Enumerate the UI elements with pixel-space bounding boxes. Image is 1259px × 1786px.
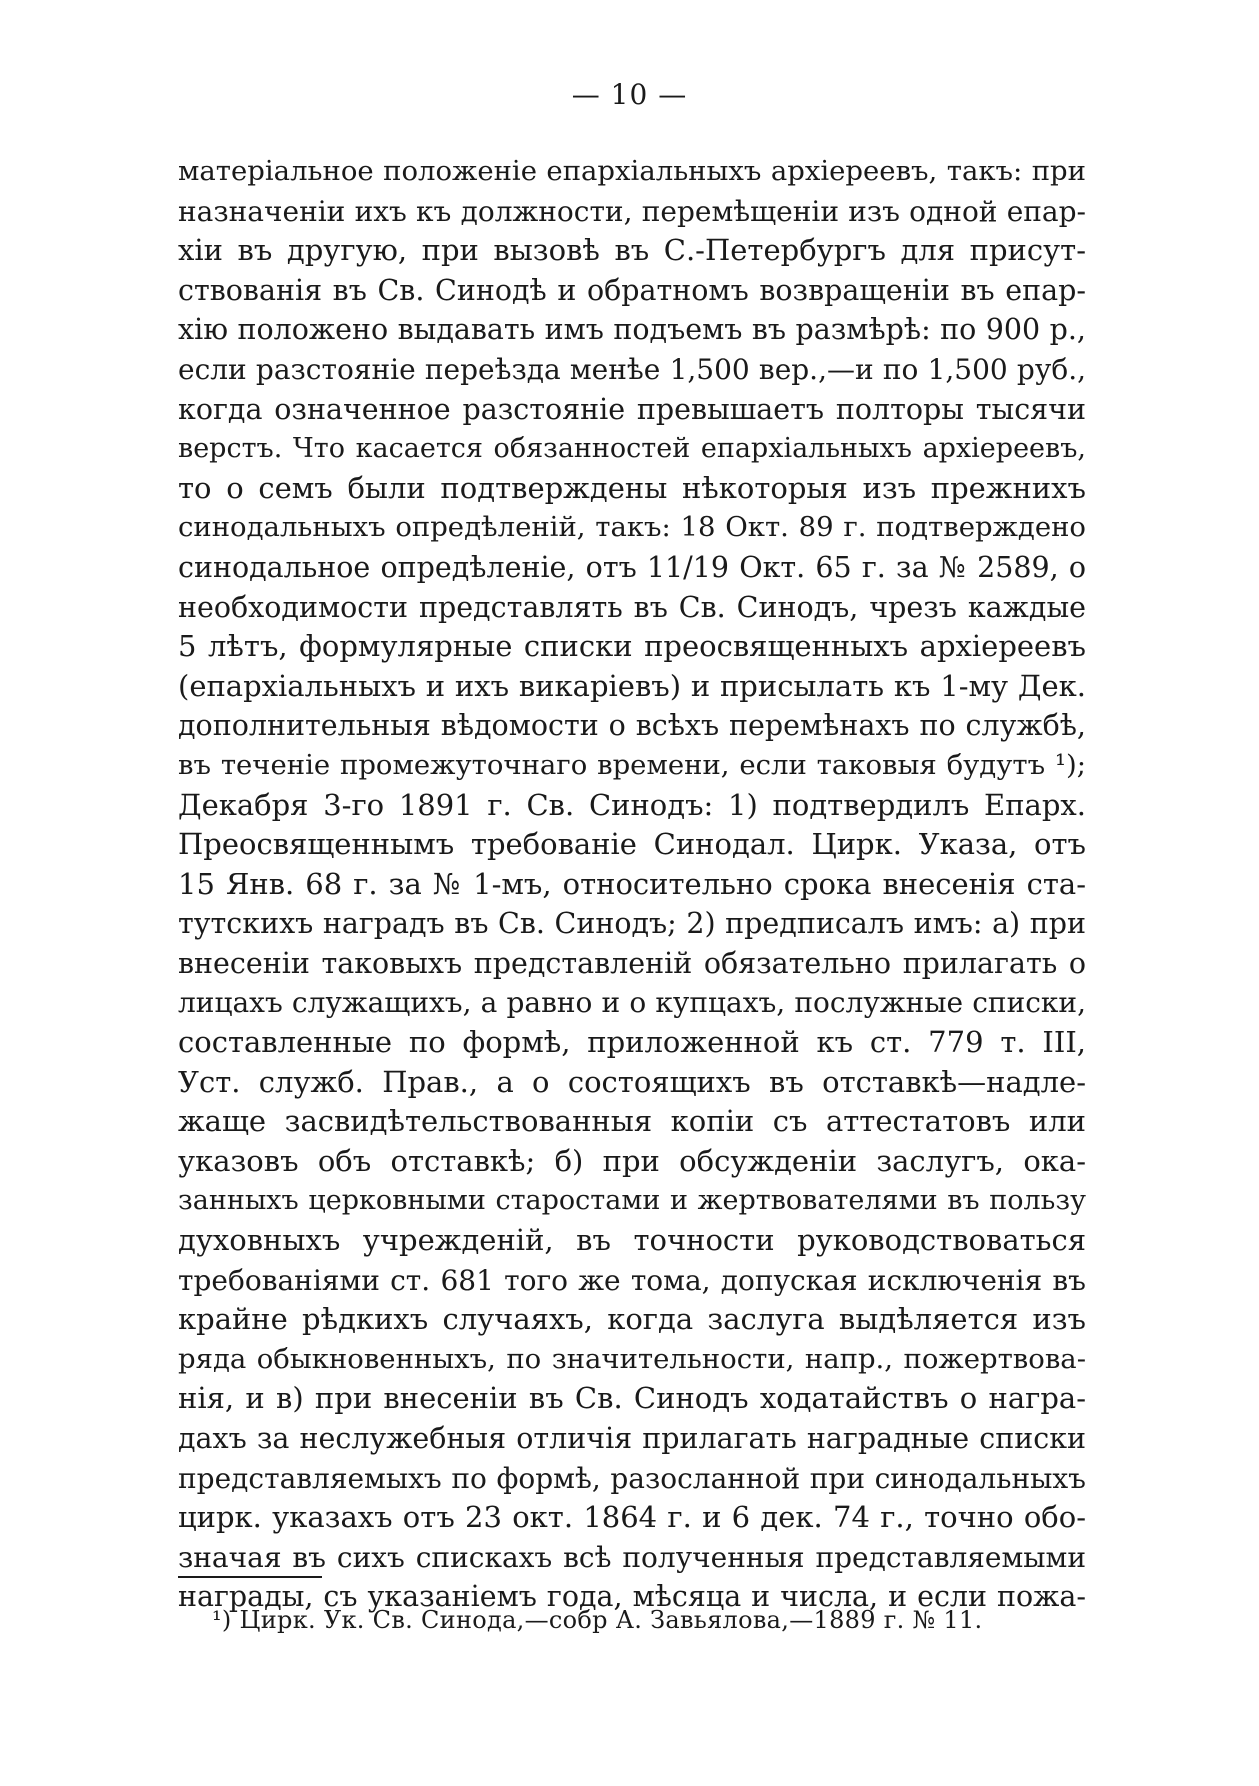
text-line: крайне рѣдкихъ случаяхъ, когда заслуга выдѣляется изъ (178, 1302, 1086, 1337)
text-line: занныхъ церковными старостами и жертвователями въ пользу (178, 1185, 1086, 1217)
text-line: матеріальное положеніе епархіальныхъ архіереевъ, такъ: при (178, 155, 1086, 187)
text-line: требованіями ст. 681 того же тома, допуская исключенія въ (178, 1263, 1086, 1297)
text-line: необходимости представлять въ Св. Синодъ, чрезъ каждые (178, 590, 1086, 624)
text-line: указовъ объ отставкѣ; б) при обсужденіи заслугъ, ока- (178, 1143, 1086, 1178)
text-line: если разстояніе переѣзда менѣе 1,500 вер.,—и по 1,500 руб., (178, 352, 1086, 386)
text-line: награды, съ указаніемъ года, мѣсяца и числа, и если пожа- (178, 1580, 1086, 1614)
text-line: то о семъ были подтверждены нѣкоторыя изъ прежнихъ (178, 470, 1086, 505)
text-line: синодальныхъ опредѣленій, такъ: 18 Окт. 89 г. подтверждено (178, 511, 1086, 544)
body-text (178, 152, 1086, 1617)
text-line: дахъ за неслужебныя отличія прилагать наградные списки (178, 1422, 1086, 1455)
text-line: (епархіальныхъ и ихъ викаріевъ) и присылать къ 1-му Дек. (178, 668, 1086, 703)
text-line: цирк. указахъ отъ 23 окт. 1864 г. и 6 дек. 74 г., точно обо- (178, 1500, 1086, 1535)
text-line: ряда обыкновенныхъ, по значительности, напр., пожертвова- (178, 1342, 1086, 1375)
text-line: Преосвященнымъ требованіе Синодал. Цирк. Указа, отъ (178, 827, 1086, 862)
text-line: лицахъ служащихъ, а равно и о купцахъ, послужные списки, (178, 986, 1086, 1020)
text-line: назначеніи ихъ къ должности, перемѣщеніи изъ одной епар- (178, 194, 1086, 228)
text-line: Уст. служб. Прав., а о состоящихъ въ отставкѣ—надле- (178, 1064, 1086, 1099)
text-line: хію положено выдавать имъ подъемъ въ размѣрѣ: по 900 р., (178, 313, 1086, 347)
text-line: 5 лѣтъ, формулярные списки преосвященныхъ архіереевъ (178, 629, 1086, 664)
footnote-divider (178, 1576, 322, 1578)
text-line: нія, и в) при внесеніи въ Св. Синодъ ходатайствъ о награ- (178, 1381, 1086, 1416)
text-line: дополнительныя вѣдомости о всѣхъ перемѣнахъ по службѣ, (178, 709, 1086, 743)
text-line: составленные по формѣ, приложенной къ ст. 779 т. III, (178, 1025, 1086, 1060)
text-line: когда означенное разстояніе превышаетъ полторы тысячи (178, 392, 1086, 426)
footnote: ¹) Цирк. Ук. Св. Синода,—собр А. Завьялова,—1889 г. № 11. (212, 1606, 983, 1634)
text-line: синодальное опредѣленіе, отъ 11/19 Окт. 65 г. за № 2589, о (178, 550, 1086, 584)
page-number: — 10 — (571, 78, 688, 111)
text-line: верстъ. Что касается обязанностей епархіальныхъ архіереевъ, (178, 433, 1086, 465)
text-line: 15 Янв. 68 г. за № 1-мъ, относительно срока внесенія ста- (178, 866, 1086, 901)
text-line: въ теченіе промежуточнаго времени, если таковыя будутъ ¹); (178, 748, 1086, 781)
text-line: жаще засвидѣтельствованныя копіи съ аттестатовъ или (178, 1104, 1086, 1139)
text-line: ствованія въ Св. Синодѣ и обратномъ возвращеніи въ епар- (178, 273, 1086, 307)
text-line: внесеніи таковыхъ представленій обязательно прилагать о (178, 946, 1086, 980)
text-line: хіи въ другую, при вызовѣ въ С.-Петербургъ для присут- (178, 233, 1086, 268)
text-line: тутскихъ наградъ въ Св. Синодъ; 2) предписалъ имъ: а) при (178, 907, 1086, 941)
text-line: Декабря 3-го 1891 г. Св. Синодъ: 1) подтвердилъ Епарх. (178, 787, 1086, 822)
text-line: представляемыхъ по формѣ, разосланной при синодальныхъ (178, 1461, 1086, 1495)
text-line: значая въ сихъ спискахъ всѣ полученныя представляемыми (178, 1540, 1086, 1574)
text-line: духовныхъ учрежденій, въ точности руководствоваться (178, 1223, 1086, 1258)
